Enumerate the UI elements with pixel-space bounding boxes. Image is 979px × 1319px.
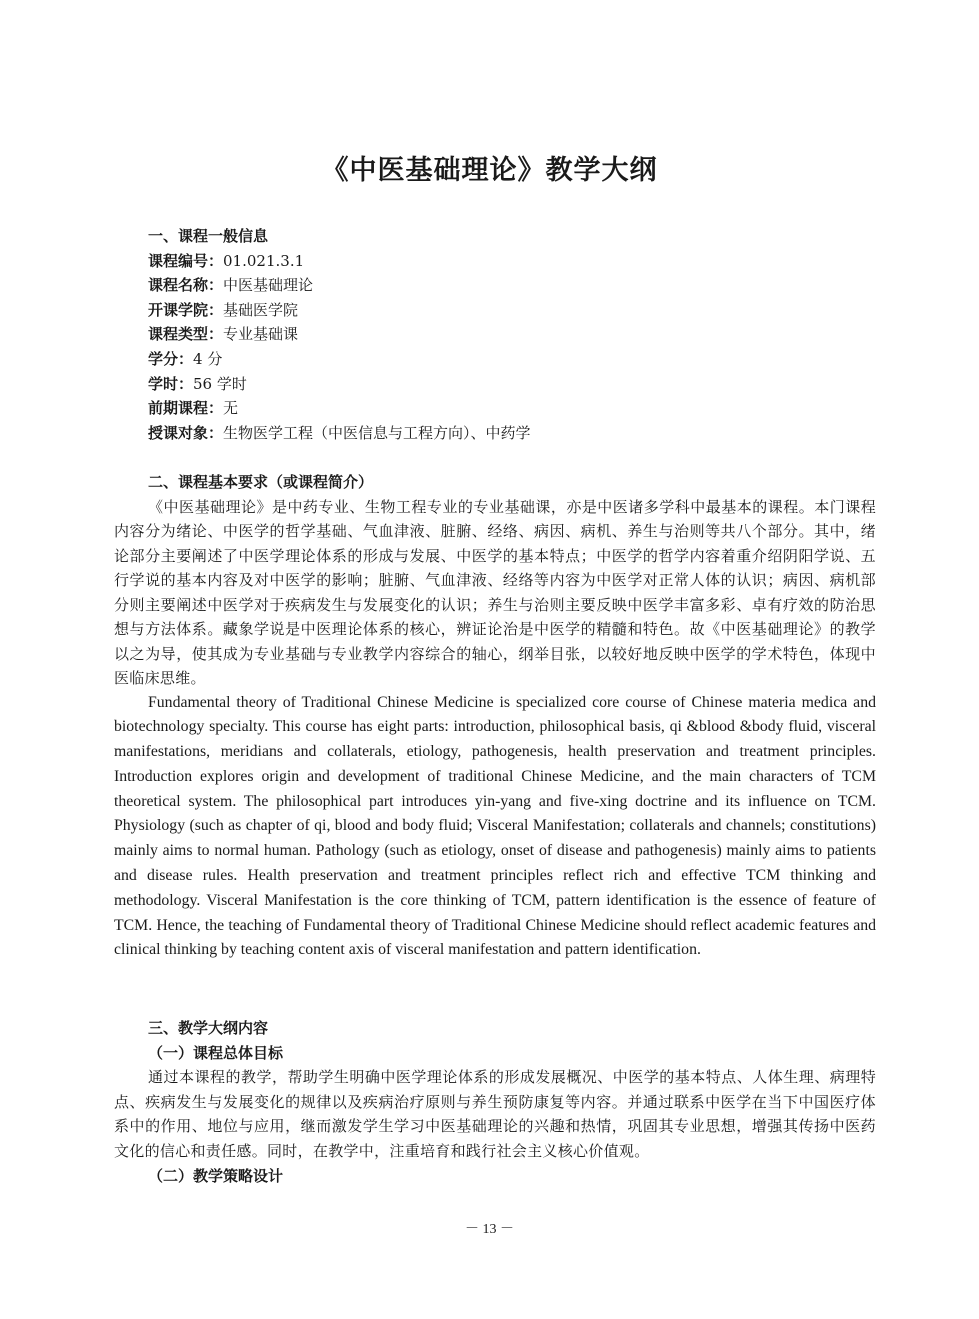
- section-heading: 二、课程基本要求（或课程简介）: [148, 473, 374, 491]
- info-value: 4 分: [193, 349, 223, 368]
- section-general-info: [114, 224, 876, 445]
- info-key: 课程编号：: [148, 251, 224, 270]
- info-row-credits: [114, 347, 876, 372]
- info-key: 学时：: [148, 374, 194, 393]
- info-value: 专业基础课: [223, 325, 299, 344]
- subsection-heading: （一）课程总体目标: [148, 1043, 284, 1062]
- chinese-paragraph: 《中医基础理论》是中药专业、生物工程专业的专业基础课，亦是中医诸多学科中最基本的课程。本门课程内容分为绪论、中医学的哲学基础、气血津液、脏腑、经络、病因、病机、养生与治则等共八个部分。其中，绪论部分主要阐述了中医学理论体系的形成与发展、中医学的基本特点；中医学的哲学内容着重介绍阴阳学说、五行学说的基本内容及对中医学的影响；脏腑、气血津液、经络等内容为中医学对正常人体的认识；病因、病机部分则主要阐述中医学对于疾病发生与发展变化的认识；养生与治则主要反映中医学丰富多彩、卓有疗效的防治思想与方法体系。藏象学说是中医理论体系的核心，辨证论治是中医学的精髓和特色。故《中医基础理论》的教学以之为导，使其成为专业基础与专业教学内容综合的轴心，纲举目张，以较好地反映中医学的学术特色，体现中医临床思维。: [114, 497, 876, 687]
- info-row-hours: [114, 372, 876, 397]
- info-value: 基础医学院: [223, 300, 299, 319]
- info-value: 中医基础理论: [223, 276, 314, 295]
- objectives-paragraph: 通过本课程的教学，帮助学生明确中医学理论体系的形成发展概况、中医学的基本特点、人体生理、病理特点、疾病发生与发展变化的规律以及疾病治疗原则与养生预防康复等内容。并通过联系中医学在当下中国医疗体系中的作用、地位与应用，继而激发学生学习中医基础理论的兴趣和热情，巩固其专业思想，增强其传扬中医药文化的信心和责任感。同时，在教学中，注重培育和践行社会主义核心价值观。: [114, 1068, 876, 1160]
- english-paragraph: Fundamental theory of Traditional Chinese Medicine is specialized core course of Chinese materia medica and biotechnology specialty. This course has eight parts: introduction, philosophical basis, qi &blood &body fluid, visceral manifestations, meridians and collaterals, etiology, pathogenesis, health preservation and treatment principles. Introduction explores origin and development of traditional Chinese Medicine, and the main characters of TCM theoretical system. The philosophical part introduces yin-yang and five-xing doctrine and its influence on TCM. Physiology (such as chapter of qi, blood and body fluid; Visceral Manifestation; collaterals and channels; constitutions) mainly aims to normal human. Pathology (such as etiology, onset of disease and pathogenesis) mainly aims to patients and disease rules. Health preservation and treatment principles reflect rich and effective TCM thinking and methodology. Visceral Manifestation is the core thinking of TCM, pattern identification is the essence of feature of TCM. Hence, the teaching of Fundamental theory of Traditional Chinese Medicine should reflect academic features and clinical thinking by teaching content axis of visceral manifestation and pattern identification.: [114, 693, 876, 959]
- info-row-course-type: [114, 322, 876, 347]
- info-value: 生物医学工程（中医信息与工程方向）、中药学: [223, 423, 531, 442]
- info-key: 学分：: [148, 349, 194, 368]
- info-row-audience: [114, 421, 876, 446]
- info-key: 开课学院：: [148, 300, 224, 319]
- section-course-requirements: [114, 470, 876, 963]
- info-key: 课程名称：: [148, 276, 224, 295]
- info-value: 无: [223, 399, 239, 418]
- page-number: － 13 －: [465, 1222, 514, 1237]
- info-row-prerequisites: [114, 396, 876, 421]
- info-row-course-name: [114, 273, 876, 298]
- section-syllabus-content: [114, 1016, 876, 1188]
- info-key: 课程类型：: [148, 325, 224, 344]
- section-heading: 一、课程一般信息: [148, 227, 269, 245]
- document-title: 《中医基础理论》教学大纲: [321, 155, 658, 186]
- section-heading: 三、教学大纲内容: [148, 1019, 269, 1037]
- info-value: 56 学时: [193, 374, 247, 393]
- info-key: 授课对象：: [148, 423, 224, 442]
- info-value: 01.021.3.1: [223, 251, 305, 270]
- info-key: 前期课程：: [148, 399, 224, 418]
- subsection-heading: （二）教学策略设计: [148, 1166, 284, 1185]
- info-row-college: [114, 298, 876, 323]
- info-row-course-code: [114, 249, 876, 274]
